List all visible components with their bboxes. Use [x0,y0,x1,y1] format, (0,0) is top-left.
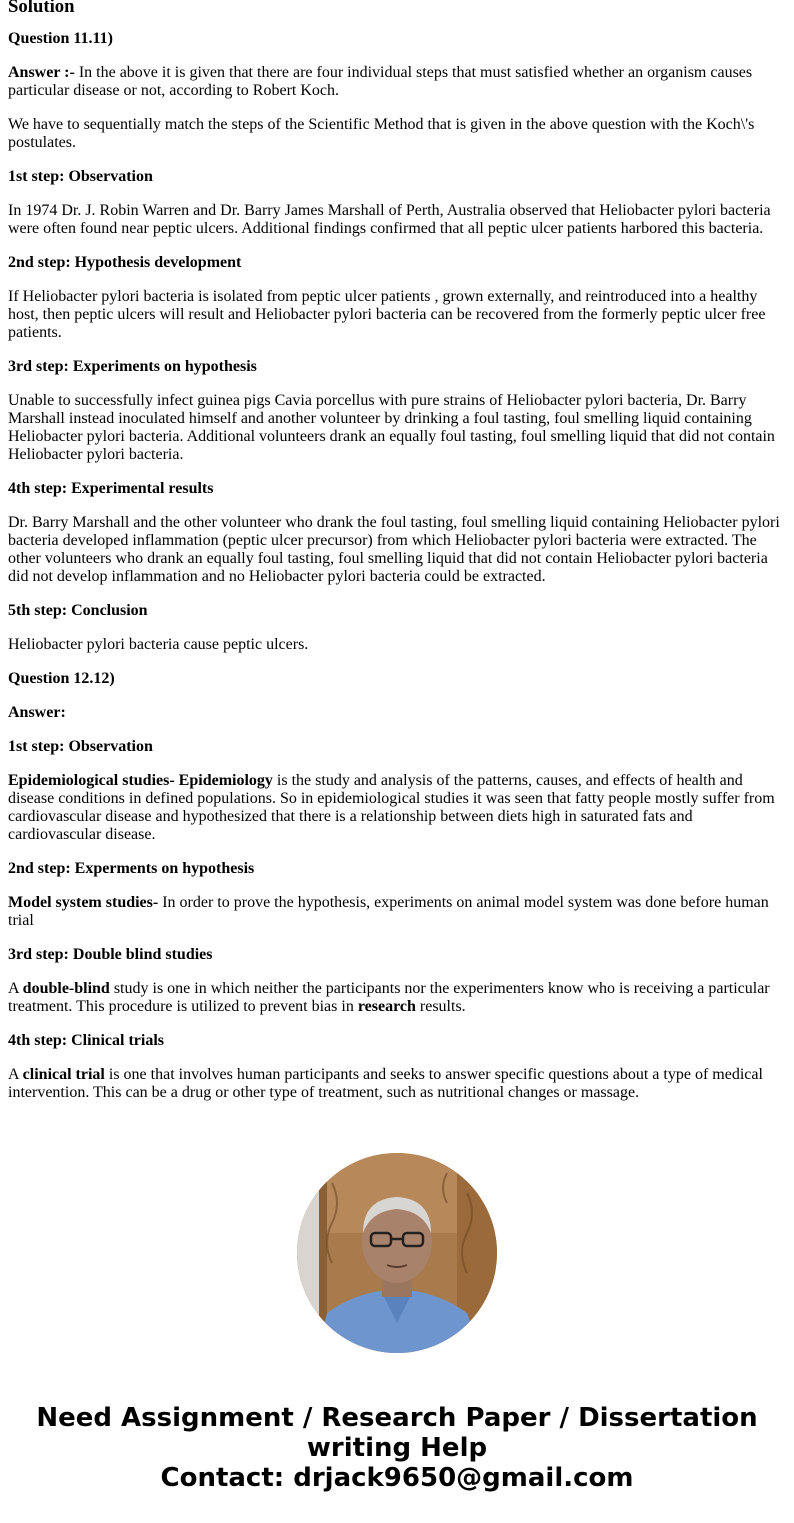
page-title: Solution [8,0,75,17]
step-body: Heliobacter pylori bacteria cause peptic ulcers. [8,636,309,653]
promo-line: Need Assignment / Research Paper / Dissertation [36,1403,758,1433]
step-title: 4th step: Clinical trials [8,1032,164,1049]
step-body: A double-blind study is one in which neither the participants nor the experimenters know who is receiving a particular treatment. This procedure is utilized to prevent bias in research results. [8,980,770,1015]
step-body: Dr. Barry Marshall and the other volunteer who drank the foul tasting, foul smelling liquid containing Heliobacter pylori bacteria developed inflammation (peptic ulcer precursor) from which Heliobacter pylori bacteria were extracted. The other volunteers who drank an equally foul tasting, foul smelling liquid that did not contain Heliobacter pylori bacteria did not develop inflammation and no Heliobacter pylori bacteria could be extracted. [8,514,780,585]
answer-label: Answer: [8,704,66,721]
step-title: 5th step: Conclusion [8,602,148,619]
step-title: 4th step: Experimental results [8,480,214,497]
promo-banner [0,1403,794,1493]
step-title: 3rd step: Double blind studies [8,946,213,963]
step-body: If Heliobacter pylori bacteria is isolated from peptic ulcer patients , grown externally, and reintroduced into a healthy host, then peptic ulcers will result and Heliobacter pylori bacteria can be recovered from the formerly peptic ulcer free patients. [8,288,766,341]
answer-label: Answer :- [8,64,75,81]
step-title: 3rd step: Experiments on hypothesis [8,358,257,375]
step-body: In 1974 Dr. J. Robin Warren and Dr. Barry James Marshall of Perth, Australia observed that Heliobacter pylori bacteria were often found near peptic ulcers. Additional findings confirmed that all peptic ulcer patients harbored this bacteria. [8,202,771,237]
contact-line: Contact: drjack9650@gmail.com [160,1463,634,1493]
step-body: A clinical trial is one that involves human participants and seeks to answer specific questions about a type of medical intervention. This can be a drug or other type of treatment, such as nutritional changes or massage. [8,1066,763,1101]
question-label: Question 12.12) [8,670,115,687]
step-title: 1st step: Observation [8,738,153,755]
answer-paragraph: Answer :- In the above it is given that there are four individual steps that must satisfied whether an organism causes particular disease or not, according to Robert Koch. [8,64,753,99]
promo-line: writing Help [306,1433,488,1463]
step-body: Model system studies- In order to prove the hypothesis, experiments on animal model system was done before human trial [8,894,769,929]
step-title: 2nd step: Hypothesis development [8,254,242,271]
document-body [8,0,786,1118]
step-title: 1st step: Observation [8,168,153,185]
author-photo [297,1153,497,1353]
step-body: Epidemiological studies- Epidemiology is the study and analysis of the patterns, causes, and effects of health and disease conditions in defined populations. So in epidemiological studies it was seen that fatty people mostly suffer from cardiovascular disease and hypothesized that there is a relationship between diets high in saturated fats and cardiovascular disease. [8,772,775,843]
question-label: Question 11.11) [8,30,113,47]
step-body: Unable to successfully infect guinea pigs Cavia porcellus with pure strains of Heliobacter pylori bacteria, Dr. Barry Marshall instead inoculated himself and another volunteer by drinking a foul tasting, foul smelling liquid containing Heliobacter pylori bacteria. Additional volunteers drank an equally foul tasting, foul smelling liquid that did not contain Heliobacter pylori bacteria. [8,392,775,463]
author-photo-icon [297,1153,497,1353]
intro-paragraph: We have to sequentially match the steps of the Scientific Method that is given in the above question with the Koch\'s postulates. [8,116,755,151]
step-title: 2nd step: Experments on hypothesis [8,860,255,877]
